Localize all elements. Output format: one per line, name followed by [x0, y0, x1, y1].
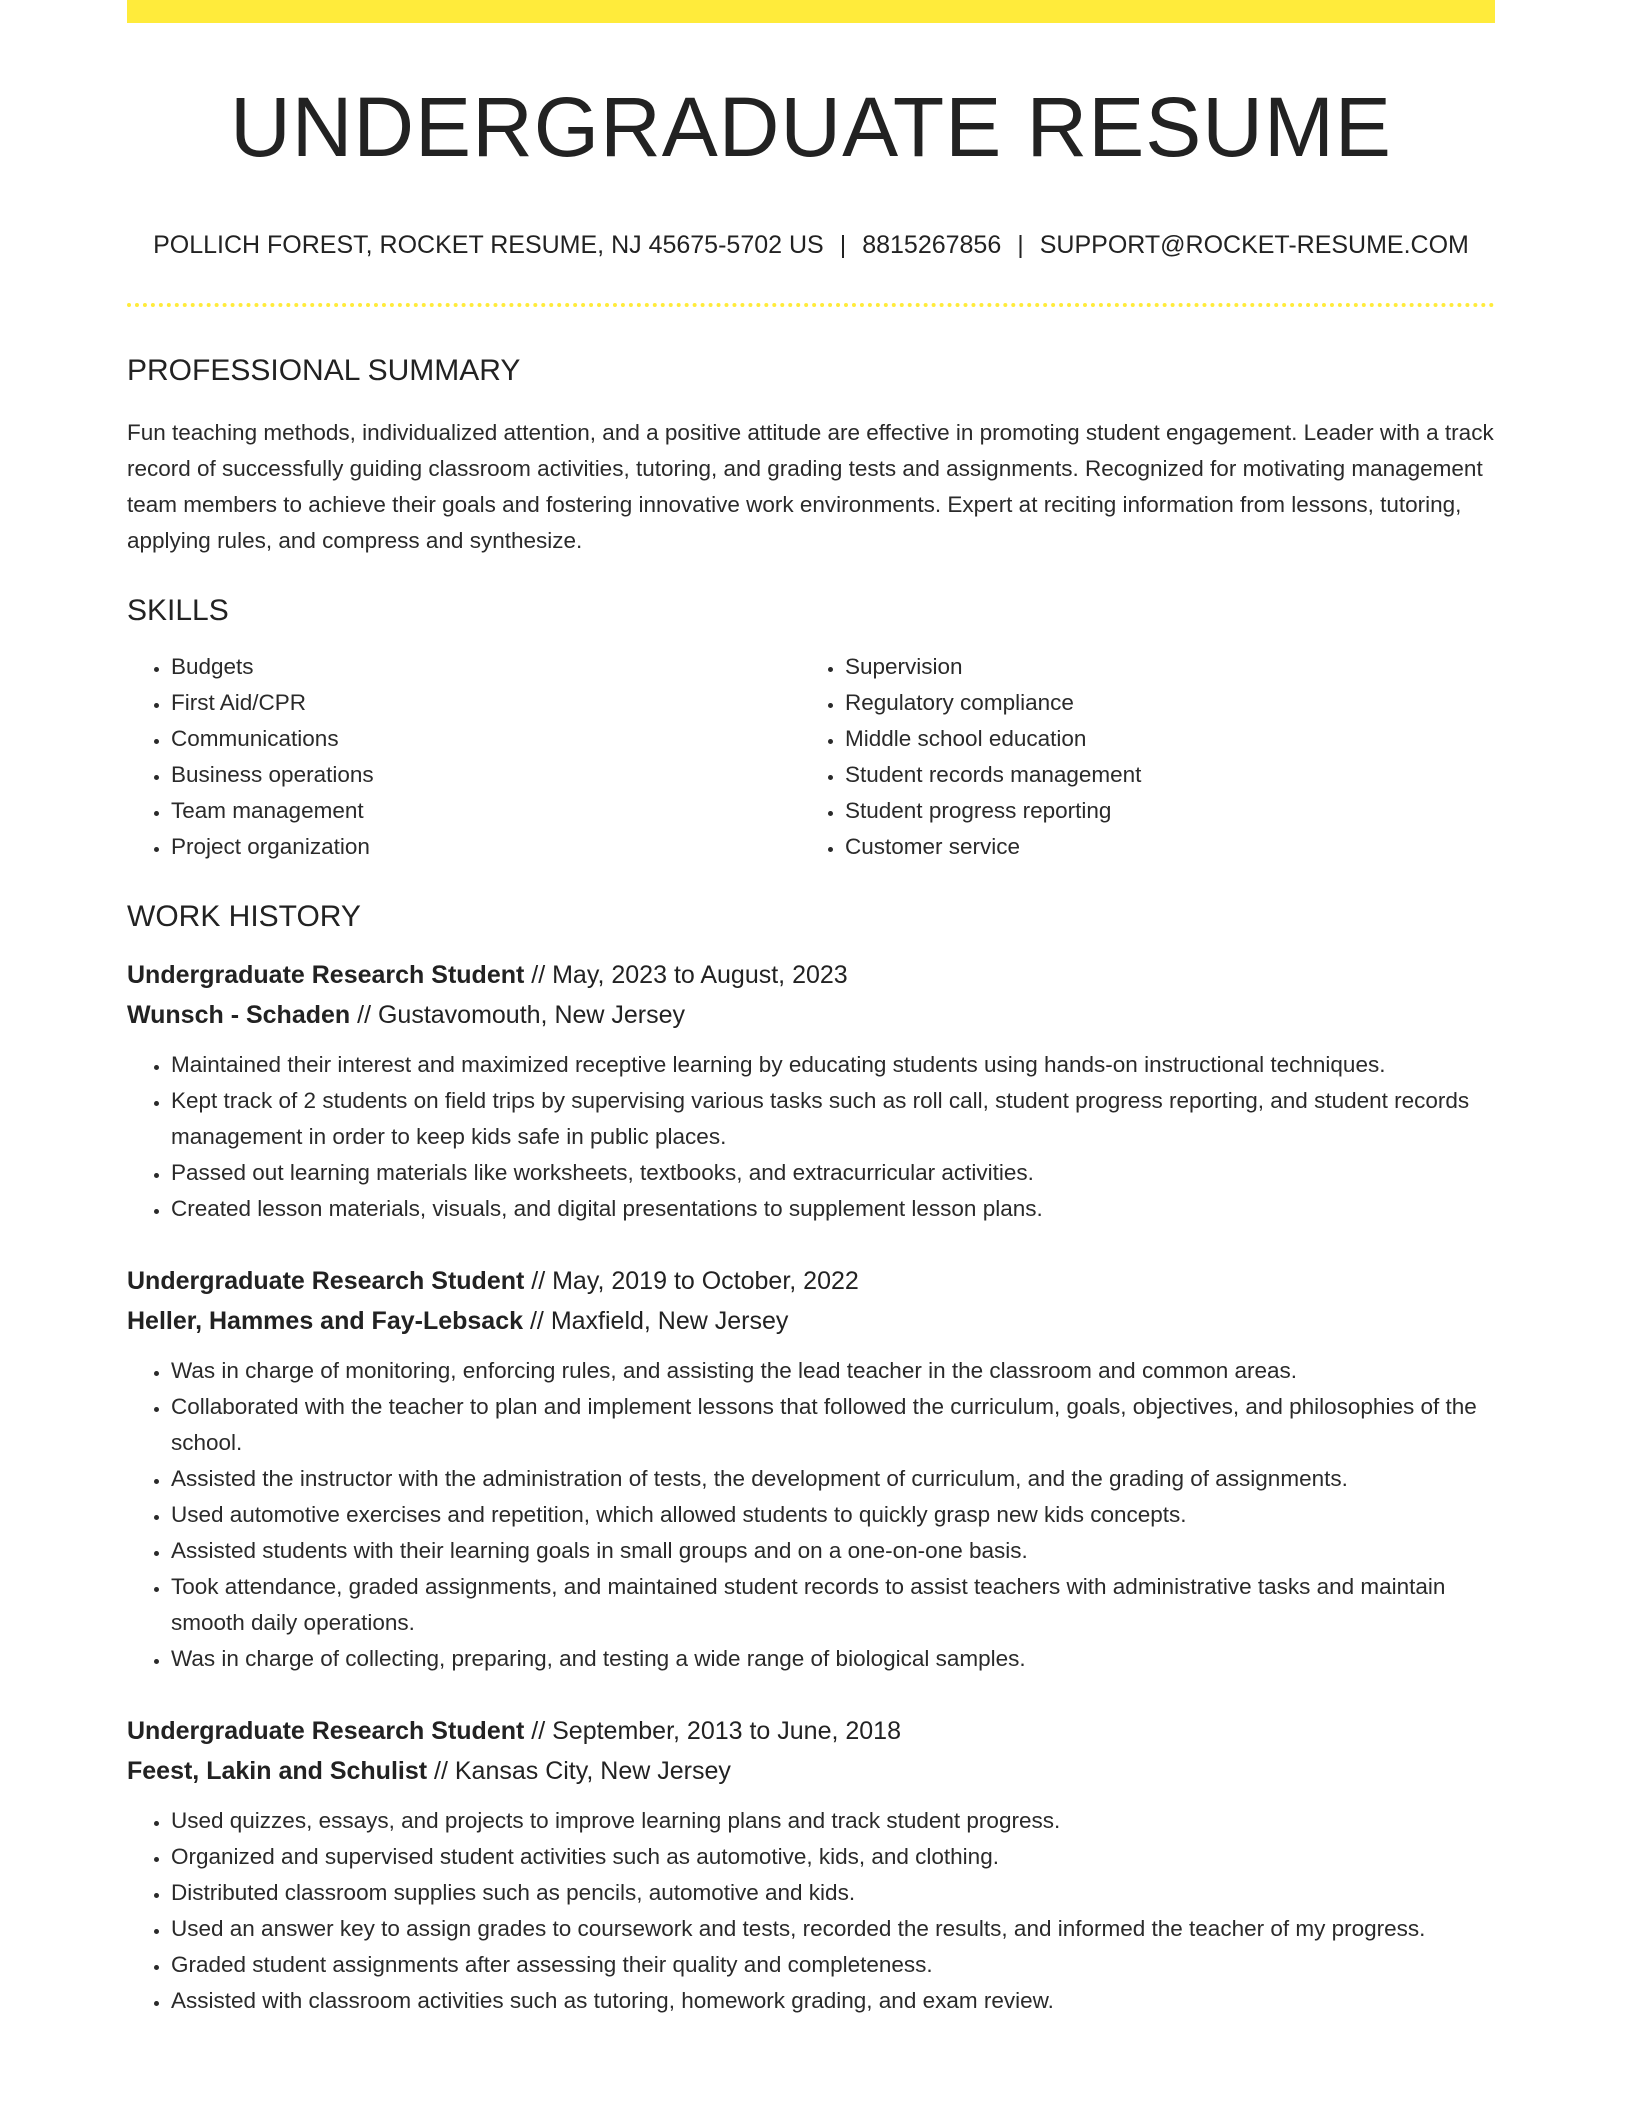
skill-item: • First Aid/CPR — [171, 685, 801, 721]
job-title: Undergraduate Research Student — [127, 1267, 525, 1295]
job-title-line — [127, 1711, 1495, 1751]
job-bullet: • Assisted the instructor with the administration of tests, the development of curriculum, and the grading of assignments. — [171, 1461, 1495, 1497]
job-location: // Gustavomouth, New Jersey — [350, 1001, 686, 1029]
skills-section — [127, 649, 1495, 865]
job-bullet: • Organized and supervised student activities such as automotive, kids, and clothing. — [171, 1839, 1495, 1875]
job-location: // Kansas City, New Jersey — [427, 1757, 731, 1785]
job-bullets — [127, 1047, 1495, 1227]
dotted-divider — [127, 303, 1495, 307]
job-title-line — [127, 955, 1495, 995]
job-bullet: • Passed out learning materials like worksheets, textbooks, and extracurricular activities. — [171, 1155, 1495, 1191]
job-bullets — [127, 1803, 1495, 2019]
job-bullet: • Kept track of 2 students on field trips by supervising various tasks such as roll call, student progress reporting, and student records management in order to keep kids safe in public places. — [171, 1083, 1495, 1155]
job-company-line — [127, 1301, 1495, 1341]
skill-item: • Budgets — [171, 649, 801, 685]
job-bullet: • Used automotive exercises and repetition, which allowed students to quickly grasp new kids concepts. — [171, 1497, 1495, 1533]
job-title: Undergraduate Research Student — [127, 1717, 525, 1745]
job-bullet: • Graded student assignments after assessing their quality and completeness. — [171, 1947, 1495, 1983]
resume-title: UNDERGRADUATE RESUME — [230, 80, 1392, 174]
job-bullet: • Used an answer key to assign grades to coursework and tests, recorded the results, and informed the teacher of my progress. — [171, 1911, 1495, 1947]
summary-heading: PROFESSIONAL SUMMARY — [127, 354, 521, 387]
skill-item: • Team management — [171, 793, 801, 829]
skills-heading: SKILLS — [127, 594, 229, 627]
job-bullet: • Collaborated with the teacher to plan and implement lessons that followed the curriculum, goals, objectives, and philosophies of the school. — [171, 1389, 1495, 1461]
job-bullets — [127, 1353, 1495, 1677]
job-dates: // May, 2019 to October, 2022 — [524, 1267, 859, 1295]
job-company: Feest, Lakin and Schulist — [127, 1757, 428, 1785]
job-bullet: • Assisted with classroom activities such as tutoring, homework grading, and exam review. — [171, 1983, 1495, 2019]
skill-item: • Middle school education — [845, 721, 1475, 757]
job-bullet: • Was in charge of collecting, preparing, and testing a wide range of biological samples. — [171, 1641, 1495, 1677]
contact-email: SUPPORT@ROCKET-RESUME.COM — [1039, 231, 1469, 259]
summary-text: Fun teaching methods, individualized attention, and a positive attitude are effective in promoting student engagement. Leader with a track record of successfully guiding classroom activities, tutoring, and grading tests and assignments. Recognized for motivating management team members to achieve their goals and fostering innovative work environments. Expert at reciting information from lessons, tutoring, applying rules, and compress and synthesize. — [127, 420, 1494, 553]
skill-item: • Customer service — [845, 829, 1475, 865]
job-bullet: • Assisted students with their learning goals in small groups and on a one-on-one basis. — [171, 1533, 1495, 1569]
skills-list-right — [801, 649, 1475, 865]
job-company: Heller, Hammes and Fay-Lebsack — [127, 1307, 524, 1335]
job-entry — [127, 955, 1495, 1227]
job-company-line — [127, 1751, 1495, 1791]
job-bullet: • Distributed classroom supplies such as pencils, automotive and kids. — [171, 1875, 1495, 1911]
job-company: Wunsch - Schaden — [127, 1001, 351, 1029]
work-history-heading: WORK HISTORY — [127, 900, 361, 933]
resume-page — [127, 0, 1495, 2019]
skill-item: • Student records management — [845, 757, 1475, 793]
job-title-line — [127, 1261, 1495, 1301]
job-bullet: • Used quizzes, essays, and projects to improve learning plans and track student progress. — [171, 1803, 1495, 1839]
job-entry — [127, 1711, 1495, 2019]
contact-phone: 8815267856 — [862, 231, 1002, 259]
job-bullet: • Created lesson materials, visuals, and digital presentations to supplement lesson plans. — [171, 1191, 1495, 1227]
contact-address: POLLICH FOREST, ROCKET RESUME, NJ 45675-5702 US — [153, 231, 824, 259]
job-dates: // May, 2023 to August, 2023 — [524, 961, 848, 989]
job-dates: // September, 2013 to June, 2018 — [524, 1717, 901, 1745]
contact-separator: | — [839, 231, 847, 259]
skill-item: • Project organization — [171, 829, 801, 865]
job-title: Undergraduate Research Student — [127, 961, 525, 989]
skill-item: • Regulatory compliance — [845, 685, 1475, 721]
skill-item: • Business operations — [171, 757, 801, 793]
skills-list-left — [127, 649, 801, 865]
job-bullet: • Took attendance, graded assignments, and maintained student records to assist teachers with administrative tasks and maintain smooth daily operations. — [171, 1569, 1495, 1641]
job-location: // Maxfield, New Jersey — [523, 1307, 789, 1335]
accent-bar — [127, 0, 1495, 23]
skill-item: • Student progress reporting — [845, 793, 1475, 829]
skill-item: • Communications — [171, 721, 801, 757]
job-bullet: • Maintained their interest and maximized receptive learning by educating students using hands-on instructional techniques. — [171, 1047, 1495, 1083]
skill-item: • Supervision — [845, 649, 1475, 685]
job-company-line — [127, 995, 1495, 1035]
summary-section — [127, 415, 1495, 559]
job-bullet: • Was in charge of monitoring, enforcing rules, and assisting the lead teacher in the classroom and common areas. — [171, 1353, 1495, 1389]
job-entry — [127, 1261, 1495, 1677]
contact-separator: | — [1017, 231, 1024, 259]
contact-line — [127, 230, 1495, 260]
